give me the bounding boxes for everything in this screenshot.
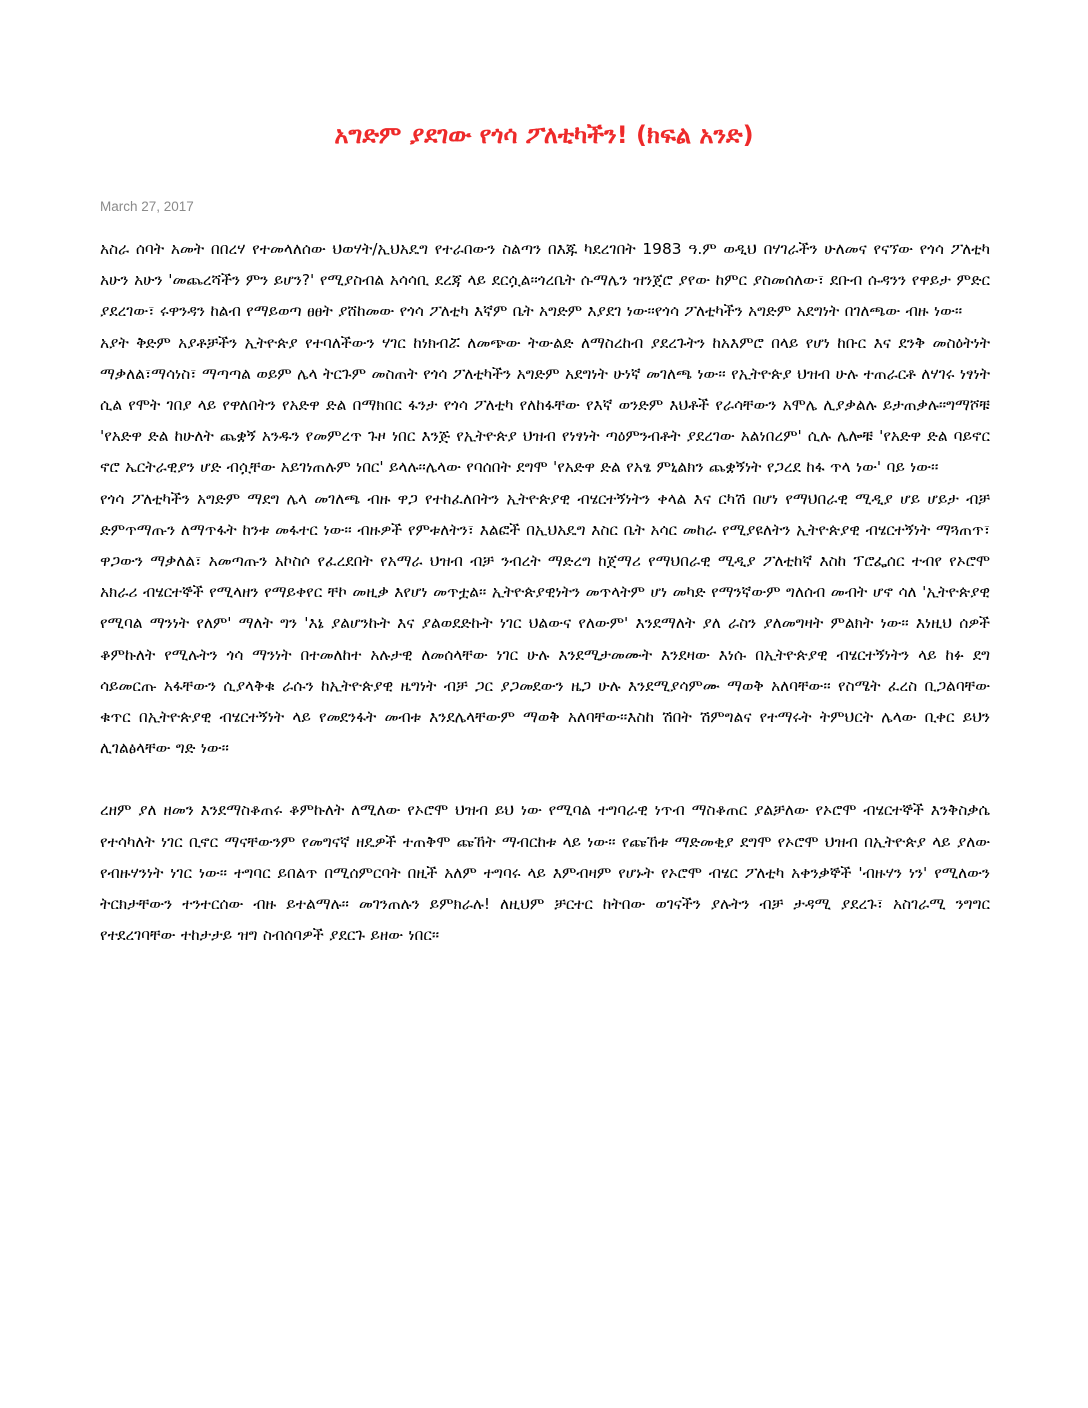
paragraph-1: አስራ ሰባት አመት በበረሃ የተመላለሰው ህወሃት/ኢህአዴግ የተራበውን ስልጣን በእጁ ካደረገበት 1983 ዓ.ም ወዲህ በሃገራችን ሁለመና የናኘው የጎሳ ፖለቲካ አሁን አሁን 'መጨረሻችን ምን ይሆን?' የሚያስብል አሳሳቢ ደረጃ ላይ ደርሷል፡፡ጎረቤት ሱማሌን ዝንጀሮ ያየው ከምር ያስመሰለው፣ ደቡብ ሱዳንን የዋይታ ምድር ያደረገው፣ ሩዋንዳን ከልብ የማይወጣ ፀፀት ያሸከመው የጎሳ ፖለቲካ እኛም ቤት አግድም እያደገ ነው፡፡የጎሳ ፖለቲካችን አግድም አደግነት በገለጫው ብዙ ነው፡፡ (100, 240, 990, 321)
article-body (100, 234, 990, 951)
article-title: አግድም ያደገው የጎሳ ፖለቲካችን! (ክፍል አንድ) (334, 121, 754, 149)
publish-date: March 27, 2017 (100, 199, 194, 214)
paragraph-2: አያት ቅድም አያቶቻችን ኢትዮጵያ የተባለችውን ሃገር ከነክብሯ ለመጭው ትውልድ ለማስረከብ ያደረጉትን ከአእምሮ በላይ የሆነ ከቡር እና ደንቅ መስዕትነት ማቃለል፣ማሳነስ፣ ማጣጣል ወይም ሌላ ትርጉም መስጠት የጎሳ ፖለቲካችን አግድም አደግነት ሁነኛ መገለጫ ነው፡፡ የኢትዮጵያ ህዝብ ሁሉ ተጠራርቶ ለሃገሩ ነፃነት ሲል የሞት ገበያ ላይ የዋለበትን የአድዋ ድል በማክበር ፋንታ የጎሳ ፖለቲካ የለከፋቸው የእኛ ወንድም እህቶች የራሳቸውን አሞሌ ሊያቃልሉ ይታጠቃሉ፡፡ግማሾቹ 'የአድዋ ድል ከሁለት ጨቋኝ አንዱን የመምረጥ ጉዞ ነበር እንጅ የኢትዮጵያ ህዝብ የነፃነት ጣዕምንብቶት ያደረገው አልነበረም' ሲሉ ሌሎቹ 'የአድዋ ድል ባይኖር ኖሮ ኤርትራዊያን ሆድ ብሷቸው አይገነጠሉም ነበር' ይላሉ፡፡ሌላው የባሰበት ደግሞ 'የአድዋ ድል የአፄ ምኒልክን ጨቋኝነት የጋረደ ከፋ ጥላ ነው' ባይ ነው፡፡ (100, 333, 990, 477)
paragraph-3: የጎሳ ፖለቲካችን አግድም ማደግ ሌላ መገለጫ ብዙ ዋጋ የተከፈለበትን ኢትዮጵያዊ ብሄርተኝነትን ቀላል እና ርካሽ በሆነ የማህበራዊ ሚዲያ ሆይ ሆይታ ብቻ ድምጥማጡን ለማጥፋት ከንቱ መፋተር ነው፡፡ ብዙዎች የምቱለትን፣ እልፎች በኢህአዴግ እስር ቤት አሳር መከራ የሚያዩለትን ኢትዮጵያዊ ብሄርተኝነት ማጓጠጥ፣ ዋጋውን ማቃለል፣ አመጣጡን አኮስሶ የፈረደበት የአማራ ህዝብ ብቻ ንብረት ማድረግ ከጀማሪ የማህበራዊ ሚዲያ ፖለቲከኛ እስከ ፕሮፌሰር ተብየ የኦሮሞ አክራሪ ብሄርተኞች የሚላዘን የማይቀየር ቸኮ መዚቃ እየሆነ መጥቷል፡፡ ኢትዮጵያዊነትን መጥላትም ሆነ መካድ የማንኛውም ግለሰብ መብት ሆኖ ሳለ 'ኢትዮጵያዊ የሚባል ማንነት የለም' ማለት ግን 'እኔ ያልሆንኩት እና ያልወደድኩት ነገር ህልውና የለውም' እንደማለት ያለ ራስን ያለመግዛት ምልክት ነው፡፡ እነዚህ ሰዎች ቆምኩለት የሚሉትን ጎሳ ማንነት በተመለከተ አሉታዊ ለመሰላቸው ነገር ሁሉ እንደሚታመሙት እንደዛው እነሱ በኢትዮጵያዊ ብሄርተኝነትን ላይ ከፉ ደግ ሳይመርጡ አፋቸውን ሲያላቅቁ ራሱን ከኢትዮጵያዊ ዜግነት ብቻ ጋር ያጋመደውን ዜጋ ሁሉ እንደሚያሳምሙ ማወቅ አለባቸው፡፡ የስሜት ፈረስ ቢጋልባቸው ቁጥር በኢትዮጵያዊ ብሄርተኝነት ላይ የመደንፋት መብቱ እንደሌላቸውም ማወቅ አለባቸው፡፡እስከ ሽበት ሽምግልና የተማሩት ትምህርት ሌላው ቢቀር ይህን ሊገልፅላቸው ግድ ነው፡፡ (100, 489, 990, 758)
paragraph-4: ረዘም ያለ ዘመን እንደማስቆጠሩ ቆምኩለት ለሚለው የኦሮሞ ህዝብ ይህ ነው የሚባል ተግባራዊ ነጥብ ማስቆጠር ያልቻለው የኦሮሞ ብሄርተኞች እንቅስቃሴ የተሳካለት ነገር ቢኖር ማናቸውንም የመግናኛ ዘዴዎች ተጠቅሞ ጩኸት ማብርከቱ ላይ ነው፡፡ የጩኸቱ ማድመቂያ ደግሞ የኦሮሞ ህዝብ በኢትዮጵያ ላይ ያለው የብዙሃንነት ነገር ነው፡፡ ተግባር ይበልጥ በሚሰምርባት በዚች አለም ተግባሩ ላይ እምብዛም የሆኑት የኦሮሞ ብሄር ፖለቲካ አቀንቃኞች 'ብዙሃን ነን' የሚለውን ትርክታቸውን ተንተርሰው ብዙ ይተልማሉ፡፡ መገንጠሉን ይምክራሉ! ለዚህም ቻርተር ከትበው ወገናችን ያሉትን ብቻ ታዳሚ ያደረጉ፣ አስገራሚ ንግግር የተደረገባቸው ተከታታይ ዝግ ስብሰባዎች ያደርጉ ይዘው ነበር፡፡ (100, 801, 990, 945)
